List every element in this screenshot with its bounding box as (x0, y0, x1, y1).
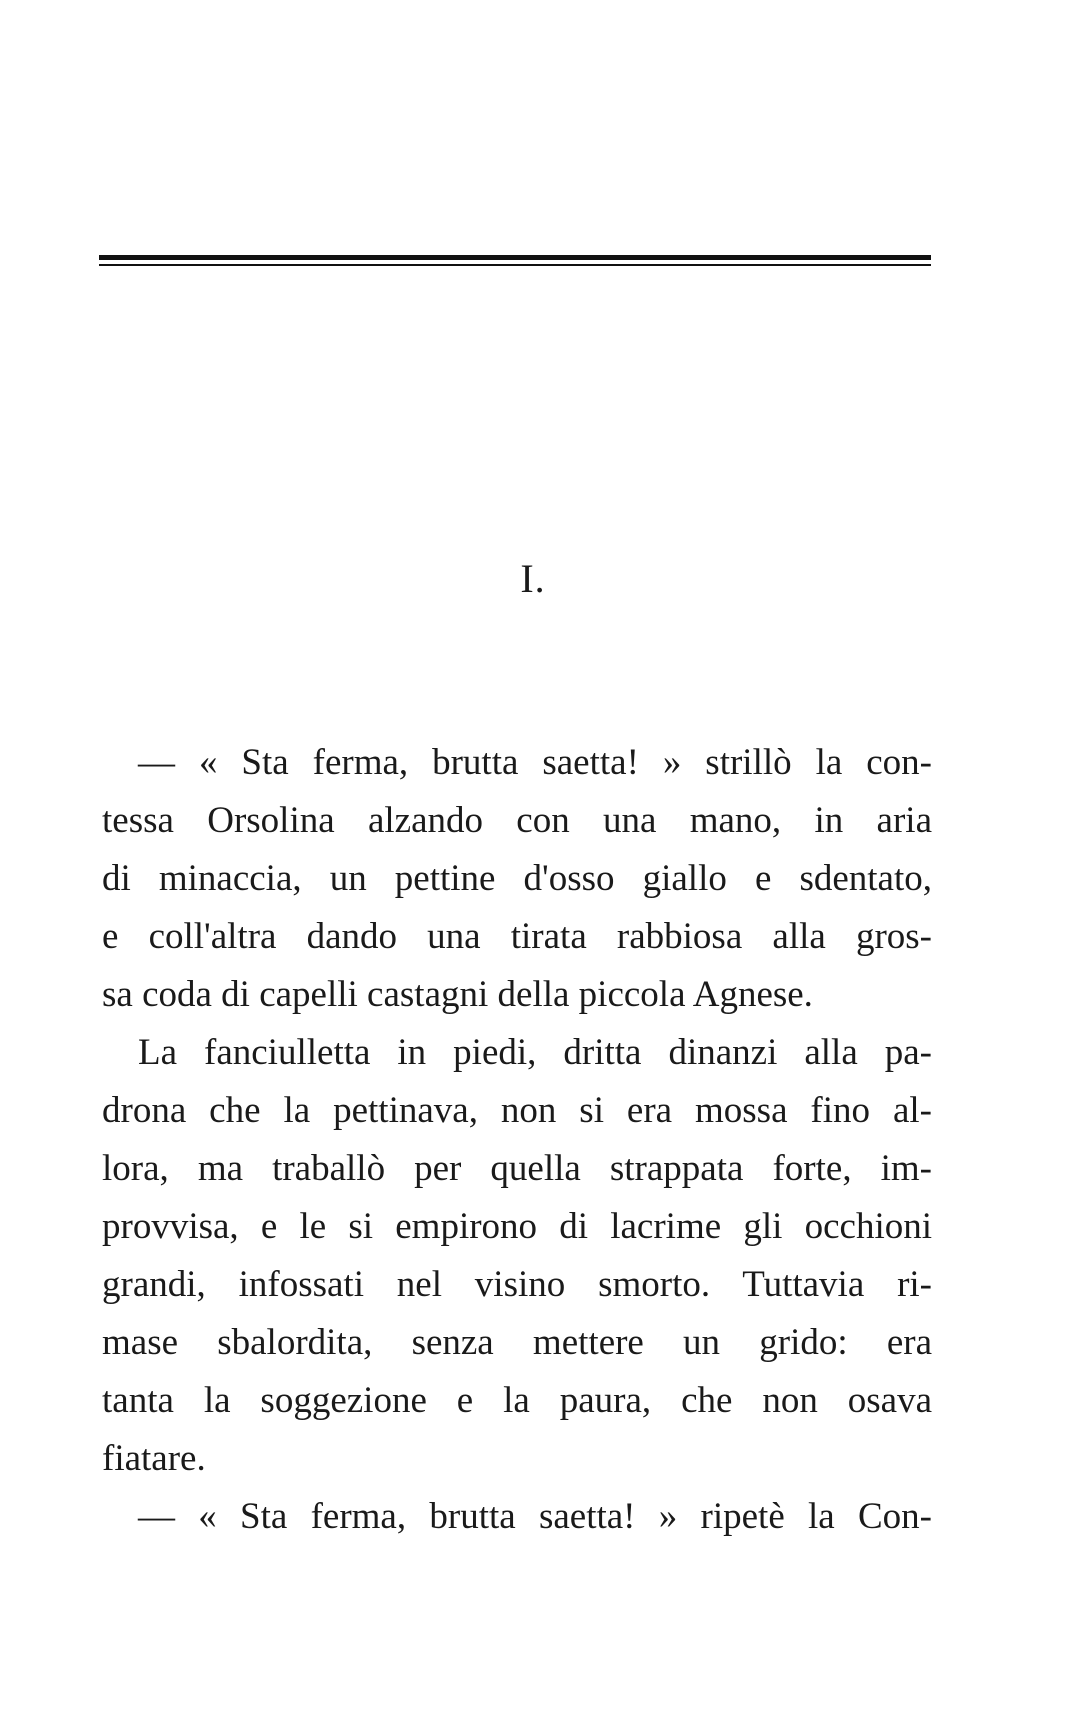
text-line-14: — « Sta ferma, brutta saetta! » ripetè la Con- (138, 1496, 932, 1537)
text-line-12: tanta la soggezione e la paura, che non osava (102, 1380, 932, 1421)
text-line-4: e coll'altra dando una tirata rabbiosa alla gros- (102, 916, 932, 957)
body-text (102, 734, 932, 1546)
text-line-3: di minaccia, un pettine d'osso giallo e sdentato, (102, 858, 932, 899)
chapter-number: I. (520, 556, 546, 601)
text-line-10: grandi, infossati nel visino smorto. Tuttavia ri- (102, 1264, 932, 1305)
text-line-8: lora, ma traballò per quella strappata forte, im- (102, 1148, 932, 1189)
text-line-1: — « Sta ferma, brutta saetta! » strillò la con- (138, 742, 932, 783)
text-line-5: sa coda di capelli castagni della piccola Agnese. (102, 974, 813, 1015)
rule-thick-line (99, 255, 931, 260)
text-line-9: provvisa, e le si empirono di lacrime gli occhioni (102, 1206, 932, 1247)
text-line-7: drona che la pettinava, non si era mossa fino al- (102, 1090, 932, 1131)
chapter-header-rule (99, 255, 931, 266)
text-line-2: tessa Orsolina alzando con una mano, in aria (102, 800, 932, 841)
text-line-11: mase sbalordita, senza mettere un grido: era (102, 1322, 932, 1363)
text-line-13: fiatare. (102, 1438, 206, 1479)
rule-thin-line (99, 264, 931, 266)
text-line-6: La fanciulletta in piedi, dritta dinanzi alla pa- (138, 1032, 932, 1073)
